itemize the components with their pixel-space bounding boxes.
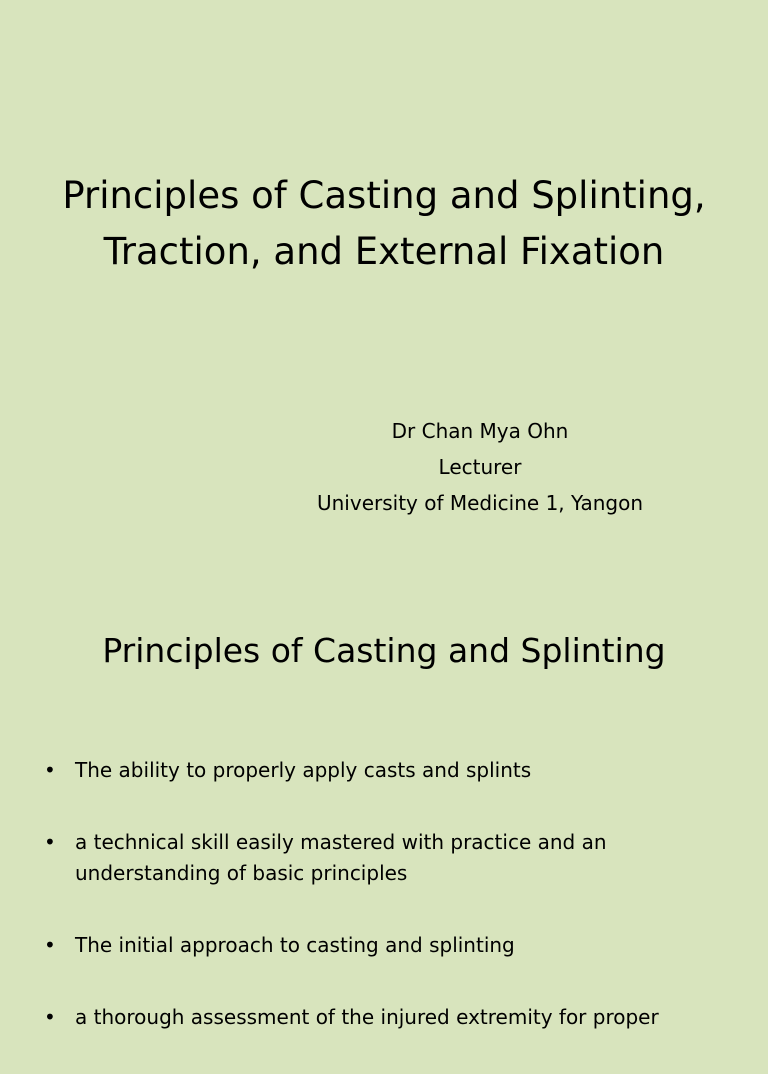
presenter-name: Dr Chan Mya Ohn <box>391 419 569 443</box>
bullet-item <box>0 930 768 961</box>
bullet-text: The ability to properly apply casts and splints <box>75 758 532 782</box>
bullet-icon: • <box>44 933 56 957</box>
presenter-info <box>250 413 710 521</box>
bullet-icon: • <box>44 1005 56 1029</box>
section-heading: Principles of Casting and Splinting <box>102 631 666 670</box>
bullet-icon: • <box>44 830 56 854</box>
bullet-icon: • <box>44 758 56 782</box>
bullet-item <box>0 755 768 786</box>
slide-title: Principles of Casting and Splinting, Traction, and External Fixation <box>62 174 706 273</box>
presenter-role: Lecturer <box>438 455 522 479</box>
bullet-text: a thorough assessment of the injured extremity for proper <box>75 1005 659 1029</box>
bullet-text: a technical skill easily mastered with practice and an understanding of basic principles <box>75 830 607 885</box>
bullet-text: The initial approach to casting and splinting <box>75 933 515 957</box>
bullet-item <box>0 827 768 889</box>
presenter-institution: University of Medicine 1, Yangon <box>316 491 644 515</box>
bullet-item <box>0 1002 768 1033</box>
bullet-list <box>0 755 768 1074</box>
